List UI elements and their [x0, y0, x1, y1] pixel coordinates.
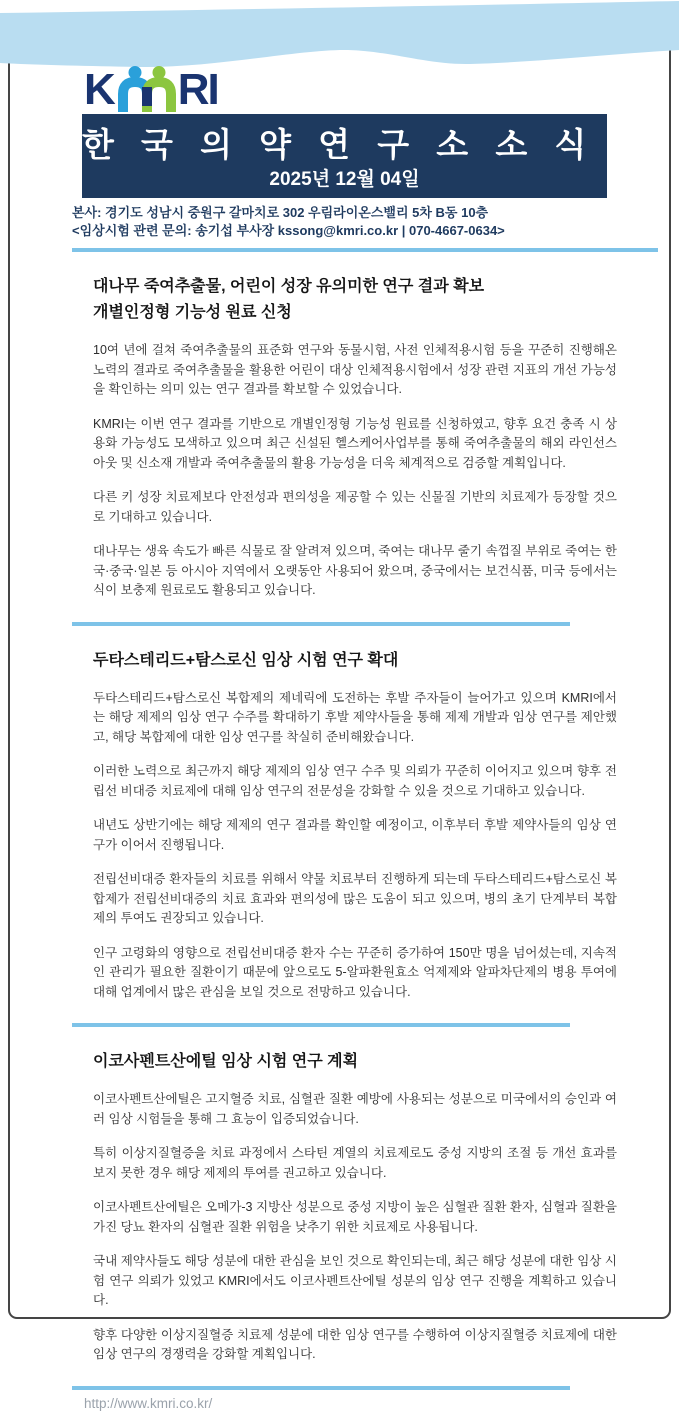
- article-title: [93, 648, 617, 674]
- footer-divider: [72, 1386, 570, 1390]
- article-paragraph: KMRI는 이번 연구 결과를 기반으로 개별인정형 기능성 원료를 신청하였고, 향후 요건 충족 시 상용화 가능성도 모색하고 있으며 최근 신설된 헬스케어사업부를 통해 죽여추출물의 해외 라인선스 아웃 및 신소재 개발과 죽여추출물의 활용 가능성을 더욱 체계적으로 검증할 계획입니다.: [93, 416, 617, 470]
- article-paragraph: 두타스테리드+탐스로신 복합제의 제네릭에 도전하는 후발 주자들이 늘어가고 있으며 KMRI에서는 해당 제제의 임상 연구 수주를 확대하기 후발 제약사들을 통해 제제 개발과 임상 연구를 제안했고, 해당 복합제에 대한 임상 연구를 착실히 준비해왔습니다.: [93, 690, 617, 744]
- kmri-logo: [84, 66, 679, 112]
- newsletter-title: 한 국 의 약 연 구 소 소 식 지: [82, 126, 655, 163]
- article-title: [93, 1049, 617, 1075]
- logo-letter-ri: RI: [177, 65, 218, 114]
- company-info: [72, 204, 679, 239]
- footer-website-link[interactable]: http://www.kmri.co.kr/: [84, 1395, 213, 1411]
- article-paragraph: 이코사펜트산에틸은 고지혈증 치료, 심혈관 질환 예방에 사용되는 성분으로 미국에서의 승인과 여러 임상 시험들을 통해 그 효능이 입증되었습니다.: [93, 1092, 617, 1126]
- article-paragraph: 향후 다양한 이상지질혈증 치료제 성분에 대한 임상 연구를 수행하여 이상지질혈증 치료제에 대한 임상 연구의 경쟁력을 강화할 계획입니다.: [93, 1327, 617, 1361]
- kmri-logo-people-icon: [116, 66, 176, 112]
- article-title: [93, 274, 617, 326]
- header-divider: [72, 248, 658, 252]
- article-icosapent-ethyl: [93, 1049, 617, 1365]
- article-title-line: 개별인정형 기능성 원료 신청: [93, 304, 292, 321]
- article-title-line: 이코사펜트산에틸 임상 시험 연구 계획: [93, 1053, 359, 1070]
- article-paragraph: 다른 키 성장 치료제보다 안전성과 편의성을 제공할 수 있는 신물질 기반의 치료제가 등장할 것으로 기대하고 있습니다.: [93, 490, 617, 524]
- article-paragraph: 10여 년에 걸쳐 죽여추출물의 표준화 연구와 동물시험, 사전 인체적용시험 등을 꾸준히 진행해온 노력의 결과로 죽여추출물을 활용한 어린이 대상 인체적용시험에서 성장 관련 지표의 개선 가능성을 확인하는 의미 있는 연구 결과를 확보할 수 있었습니다.: [93, 343, 617, 396]
- section-divider: [72, 1023, 570, 1027]
- article-paragraph: 대나무는 생육 속도가 빠른 식물로 잘 알려져 있으며, 죽여는 대나무 줄기 속껍질 부위로 죽여는 한국·중국·일본 등 아시아 지역에서 오랫동안 사용되어 왔으며, 중국에서는 보건식품, 미국 등에서는 식이 보충제 원료로도 활용되고 있습니다.: [93, 544, 617, 597]
- article-bamboo-extract: [93, 274, 617, 601]
- section-divider: [72, 622, 570, 626]
- article-paragraph: 특히 이상지질혈증을 치료 과정에서 스타틴 계열의 치료제로도 중성 지방의 조절 등 개선 효과를 보지 못한 경우 해당 제제의 투여를 권고하고 있습니다.: [93, 1146, 617, 1180]
- logo-letter-k: K: [84, 65, 114, 114]
- article-title-line: 대나무 죽여추출물, 어린이 성장 유의미한 연구 결과 확보: [93, 278, 485, 295]
- article-paragraph: 국내 제약사들도 해당 성분에 대한 관심을 보인 것으로 확인되는데, 최근 해당 성분에 대한 임상 시험 연구 의뢰가 있었고 KMRI에서도 이코사펜트산에틸 성분의 임상 연구 진행을 계획하고 있습니다.: [93, 1254, 617, 1307]
- newsletter-banner: [82, 114, 655, 198]
- article-paragraph: 인구 고령화의 영향으로 전립선비대증 환자 수는 꾸준히 증가하여 150만 명을 넘어섰는데, 지속적인 관리가 필요한 질환이기 때문에 앞으로도 5-알파환원효소 억제제와 알파차단제의 병용 투여에 대해 업계에서 많은 관심을 보일 것으로 전망하고 있습니다.: [93, 945, 617, 999]
- newsletter-date: 2025년 12월 04일: [269, 169, 420, 190]
- article-dutasteride-tamsulosin: [93, 648, 617, 1003]
- company-address: 본사: 경기도 성남시 중원구 갈마치로 302 우림라이온스밸리 5차 B동 10층: [72, 205, 489, 220]
- article-paragraph: 이러한 노력으로 최근까지 해당 제제의 임상 연구 수주 및 의뢰가 꾸준히 이어지고 있으며 향후 전립선 비대증 치료제에 대해 임상 연구의 전문성을 강화할 수 있을 것으로 기대하고 있습니다.: [93, 764, 617, 798]
- article-paragraph: 전립선비대증 환자들의 치료를 위해서 약물 치료부터 진행하게 되는데 두타스테리드+탐스로신 복합제가 전립선비대증의 치료 효과와 편의성에 많은 도움이 되고 있으며, 병의 초기 단계부터 복합제의 투여도 권장되고 있습니다.: [93, 872, 617, 925]
- article-paragraph: 내년도 상반기에는 해당 제제의 연구 결과를 확인할 예정이고, 이후부터 후발 제약사들의 임상 연구가 이어서 진행됩니다.: [93, 818, 617, 852]
- contact-info: <임상시험 관련 문의: 송기섭 부사장 kssong@kmri.co.kr | 070-4667-0634>: [72, 222, 505, 238]
- article-title-line: 두타스테리드+탐스로신 임상 시험 연구 확대: [93, 651, 399, 669]
- article-paragraph: 이코사펜트산에틸은 오메가-3 지방산 성분으로 중성 지방이 높은 심혈관 질환 환자, 심혈과 질환을 가진 당뇨 환자의 심혈관 질환 위험을 낮추기 위한 치료제로 사용됩니다.: [93, 1200, 617, 1234]
